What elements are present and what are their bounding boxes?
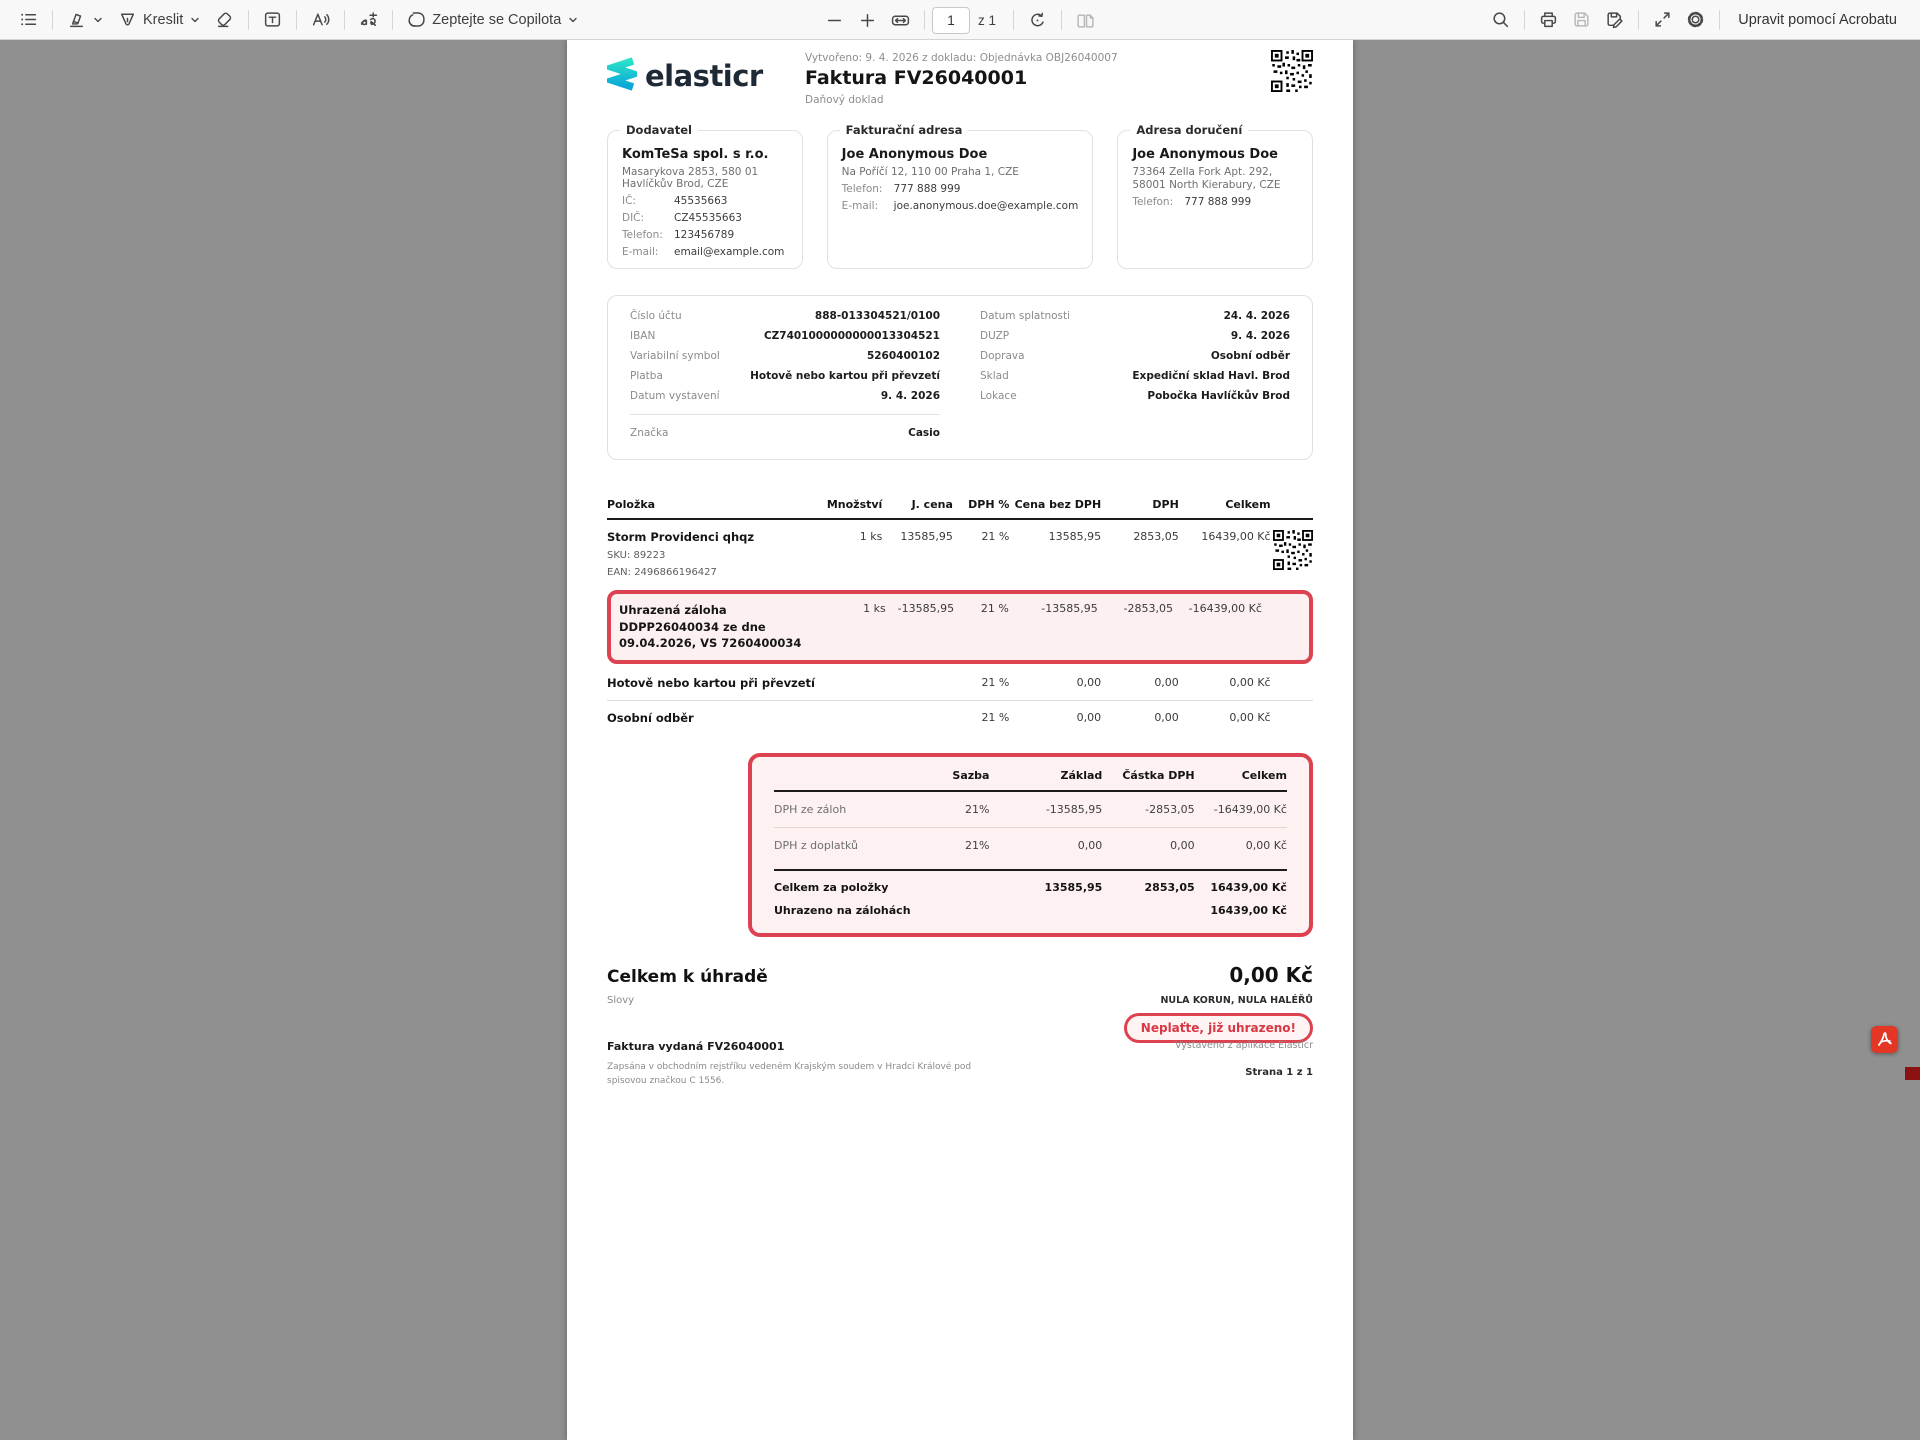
edit-with-acrobat-button[interactable] [1727, 5, 1908, 35]
acrobat-extension-button[interactable] [1871, 1026, 1898, 1053]
translate-icon [359, 10, 378, 29]
item-vat-rate: 21 % [953, 530, 1009, 543]
toolbar-separator [1638, 10, 1639, 30]
pay-label: Datum splatnosti [980, 310, 1070, 322]
summary-base: 0,00 [989, 839, 1102, 852]
pay-value: Expediční sklad Havl. Brod [1132, 370, 1290, 382]
field-value: 123456789 [674, 229, 734, 241]
pay-value: Pobočka Havlíčkův Brod [1147, 390, 1290, 402]
summary-label: Uhrazeno na zálohách [774, 904, 989, 917]
invoice-header [607, 50, 1313, 106]
total-due-amount: 0,00 Kč [1229, 963, 1313, 987]
toc-button[interactable] [12, 5, 45, 35]
footer-registry-line2: spisovou značkou C 1556. [607, 1075, 971, 1089]
page-number-input[interactable] [932, 7, 970, 34]
summary-vat: 0,00 [1102, 839, 1194, 852]
pay-label: IBAN [630, 330, 655, 342]
column-header: Množství [819, 498, 883, 511]
item-net: 13585,95 [1009, 530, 1101, 543]
summary-label: DPH z doplatků [774, 839, 928, 852]
chevron-down-icon [92, 14, 104, 26]
item-sku: SKU: 89223 [607, 550, 819, 561]
save-button[interactable] [1565, 5, 1598, 35]
field-label: Telefon: [842, 183, 894, 195]
summary-vat: -2853,05 [1102, 803, 1194, 816]
search-button[interactable] [1484, 5, 1517, 35]
supplier-label: Dodavatel [620, 123, 698, 137]
toolbar-separator [1061, 10, 1062, 30]
footer-issued-by: Vystaveno z aplikace Elasticr [1175, 1040, 1313, 1051]
pay-label: Doprava [980, 350, 1025, 362]
pay-label: Datum vystavení [630, 390, 720, 402]
summary-base: 13585,95 [989, 881, 1102, 894]
column-header: Cena bez DPH [1009, 498, 1101, 511]
items-table-header [607, 498, 1313, 520]
address-blocks [607, 130, 1313, 269]
copilot-button[interactable] [400, 5, 586, 35]
column-header: Celkem [1179, 498, 1271, 511]
summary-header [774, 769, 1287, 792]
billing-label: Fakturační adresa [840, 123, 969, 137]
item-name: Hotově nebo kartou při převzetí [607, 676, 819, 690]
pay-label: Platba [630, 370, 663, 382]
item-vat-amount: -2853,05 [1098, 602, 1173, 615]
plus-icon [858, 11, 877, 30]
summary-rate: 21% [928, 803, 990, 816]
item-unit-price: 13585,95 [882, 530, 953, 543]
pay-value: 5260400102 [867, 350, 940, 362]
pdf-page [567, 40, 1353, 1440]
fullscreen-button[interactable] [1646, 5, 1679, 35]
summary-row [774, 828, 1287, 863]
toolbar-separator [296, 10, 297, 30]
fit-width-icon [891, 11, 910, 30]
pay-value: 9. 4. 2026 [881, 390, 940, 402]
supplier-address: Masarykova 2853, 580 01 Havlíčkův Brod, CZE [622, 166, 788, 190]
paid-badge: Neplaťte, již uhrazeno! [1124, 1013, 1313, 1043]
payment-info-box [607, 295, 1313, 460]
save-as-icon [1605, 10, 1624, 29]
toolbar-separator [392, 10, 393, 30]
edit-with-acrobat-label: Upravit pomocí Acrobatu [1734, 12, 1901, 28]
invoice-footer [607, 1040, 1313, 1088]
invoice-subtitle: Daňový doklad [805, 94, 1271, 106]
item-name: Osobní odběr [607, 711, 819, 725]
created-line: Vytvořeno: 9. 4. 2026 z dokladu: Objednávka OBJ26040007 [805, 52, 1271, 64]
rotate-icon [1028, 11, 1047, 30]
vat-summary-box [748, 753, 1313, 937]
eraser-button[interactable] [208, 5, 241, 35]
acrobat-icon [1875, 1030, 1894, 1049]
table-row [607, 666, 1313, 700]
field-value: email@example.com [674, 246, 784, 258]
supplier-name: KomTeSa spol. s r.o. [622, 147, 788, 162]
item-net: 0,00 [1009, 711, 1101, 724]
minus-icon [825, 11, 844, 30]
summary-total: 0,00 Kč [1195, 839, 1287, 852]
supplier-block [607, 130, 803, 269]
summary-total: 16439,00 Kč [1195, 904, 1287, 917]
footer-page-number: Strana 1 z 1 [1175, 1067, 1313, 1078]
toolbar-separator [924, 10, 925, 30]
summary-vat: 2853,05 [1102, 881, 1194, 894]
item-vat-amount: 0,00 [1101, 676, 1179, 689]
item-unit-price: -13585,95 [886, 602, 954, 615]
field-label: DIČ: [622, 212, 674, 224]
field-label: Telefon: [622, 229, 674, 241]
gear-icon [1686, 10, 1705, 29]
pay-value: Casio [908, 427, 940, 439]
settings-button[interactable] [1679, 5, 1712, 35]
pay-label: Značka [630, 427, 668, 439]
field-value: CZ45535663 [674, 212, 742, 224]
logo-text: elasticr [645, 59, 763, 93]
item-net: -13585,95 [1009, 602, 1098, 615]
shipping-name: Joe Anonymous Doe [1132, 147, 1298, 162]
divider [630, 414, 940, 415]
summary-totals-row [774, 894, 1287, 917]
field-label: IČ: [622, 195, 674, 207]
item-qty: 1 ks [819, 530, 883, 543]
footer-doc-name: Faktura vydaná FV26040001 [607, 1040, 971, 1053]
summary-rate: 21% [928, 839, 990, 852]
highlight-button[interactable] [60, 5, 111, 35]
column-header: Sazba [928, 769, 990, 782]
summary-total: -16439,00 Kč [1195, 803, 1287, 816]
text-box-icon [263, 10, 282, 29]
toolbar-separator [1719, 10, 1720, 30]
qr-code [1271, 50, 1313, 92]
field-value: joe.anonymous.doe@example.com [894, 200, 1079, 212]
table-row [607, 520, 1313, 588]
column-header: DPH [1101, 498, 1179, 511]
field-value: 777 888 999 [894, 183, 961, 195]
read-aloud-button[interactable] [304, 5, 337, 35]
pay-value: 24. 4. 2026 [1224, 310, 1290, 322]
expand-icon [1653, 10, 1672, 29]
shipping-address-line2: 58001 North Kierabury, CZE [1132, 179, 1298, 191]
pay-label: Sklad [980, 370, 1009, 382]
printer-icon [1539, 10, 1558, 29]
item-total: 0,00 Kč [1179, 711, 1271, 724]
copilot-icon [407, 10, 426, 29]
save-icon [1572, 10, 1591, 29]
copilot-button-label: Zeptejte se Copilota [432, 12, 561, 28]
field-value: 777 888 999 [1184, 196, 1251, 208]
item-name: Uhrazená záloha DDPP26040034 ze dne 09.04.2026, VS 7260400034 [619, 602, 824, 652]
summary-label: DPH ze záloh [774, 803, 928, 816]
billing-name: Joe Anonymous Doe [842, 147, 1079, 162]
field-label: E-mail: [622, 246, 674, 258]
pen-icon [118, 10, 137, 29]
search-icon [1491, 10, 1510, 29]
zoom-out-button[interactable] [818, 5, 851, 35]
column-header: Základ [989, 769, 1102, 782]
billing-address-block [827, 130, 1094, 269]
item-ean: EAN: 2496866196427 [607, 567, 819, 578]
pay-value: 888-013304521/0100 [815, 310, 940, 322]
highlighter-icon [67, 10, 86, 29]
screen-corner-indicator [1905, 1067, 1920, 1080]
summary-row [774, 792, 1287, 827]
table-row-highlighted [607, 590, 1313, 664]
summary-base: -13585,95 [989, 803, 1102, 816]
field-label: Telefon: [1132, 196, 1184, 208]
item-qty: 1 ks [824, 602, 886, 615]
column-header: Položka [607, 498, 819, 511]
table-row [607, 701, 1313, 735]
pay-label: Variabilní symbol [630, 350, 720, 362]
total-due-label: Celkem k úhradě [607, 967, 768, 987]
pay-value: CZ7401000000000013304521 [764, 330, 940, 342]
toolbar-separator [1524, 10, 1525, 30]
amount-in-words-row [607, 995, 1313, 1006]
words-value: NULA KORUN, NULA HALÉŘŮ [1160, 995, 1313, 1006]
print-button[interactable] [1532, 5, 1565, 35]
pay-value: Hotově nebo kartou při převzetí [750, 370, 940, 382]
toolbar-separator [1013, 10, 1014, 30]
column-header: DPH % [953, 498, 1009, 511]
chevron-down-icon [567, 14, 579, 26]
fit-to-width-button[interactable] [884, 5, 917, 35]
summary-total: 16439,00 Kč [1195, 881, 1287, 894]
item-vat-rate: 21 % [954, 602, 1009, 615]
item-net: 0,00 [1009, 676, 1101, 689]
company-logo [607, 50, 805, 96]
items-table [607, 498, 1313, 735]
item-vat-amount: 0,00 [1101, 711, 1179, 724]
total-due-row [607, 963, 1313, 987]
page-total-label: z 1 [978, 13, 996, 28]
footer-registry-line1: Zapsána v obchodním rejstříku vedeném Krajským soudem v Hradci Králové pod [607, 1061, 971, 1075]
billing-address: Na Poříčí 12, 110 00 Praha 1, CZE [842, 166, 1079, 178]
translate-button[interactable] [352, 5, 385, 35]
column-header: Částka DPH [1102, 769, 1194, 782]
item-name: Storm Providenci qhqz [607, 530, 819, 544]
item-vat-amount: 2853,05 [1101, 530, 1179, 543]
add-text-button[interactable] [256, 5, 289, 35]
two-page-view-icon [1076, 11, 1095, 30]
pdf-toolbar [0, 0, 1920, 40]
summary-label: Celkem za položky [774, 881, 989, 894]
draw-button-label: Kreslit [143, 12, 183, 28]
toolbar-separator [52, 10, 53, 30]
toolbar-separator [248, 10, 249, 30]
item-vat-rate: 21 % [953, 711, 1009, 724]
field-label: E-mail: [842, 200, 894, 212]
draw-button[interactable] [111, 5, 208, 35]
elasticr-logo-icon [607, 56, 637, 96]
table-of-contents-icon [19, 10, 38, 29]
item-vat-rate: 21 % [953, 676, 1009, 689]
pay-label: DUZP [980, 330, 1009, 342]
pay-label: Číslo účtu [630, 310, 682, 322]
chevron-down-icon [189, 14, 201, 26]
column-header: J. cena [882, 498, 953, 511]
shipping-address-block [1117, 130, 1313, 269]
shipping-label: Adresa doručení [1130, 123, 1248, 137]
words-label: Slovy [607, 995, 634, 1006]
shipping-address-line1: 73364 Zella Fork Apt. 292, [1132, 166, 1298, 178]
summary-totals-row [774, 871, 1287, 894]
page-view-button[interactable] [1069, 5, 1102, 35]
item-total: 16439,00 Kč [1179, 530, 1271, 543]
pay-value: Osobní odběr [1211, 350, 1290, 362]
read-aloud-icon [311, 10, 330, 29]
save-as-button[interactable] [1598, 5, 1631, 35]
eraser-icon [215, 10, 234, 29]
column-header: Celkem [1195, 769, 1287, 782]
pay-label: Lokace [980, 390, 1017, 402]
qr-code [1273, 530, 1313, 570]
rotate-button[interactable] [1021, 5, 1054, 35]
field-value: 45535663 [674, 195, 727, 207]
item-total: -16439,00 Kč [1173, 602, 1262, 615]
pay-value: 9. 4. 2026 [1231, 330, 1290, 342]
item-total: 0,00 Kč [1179, 676, 1271, 689]
toolbar-separator [344, 10, 345, 30]
zoom-in-button[interactable] [851, 5, 884, 35]
invoice-title: Faktura FV26040001 [805, 67, 1271, 89]
